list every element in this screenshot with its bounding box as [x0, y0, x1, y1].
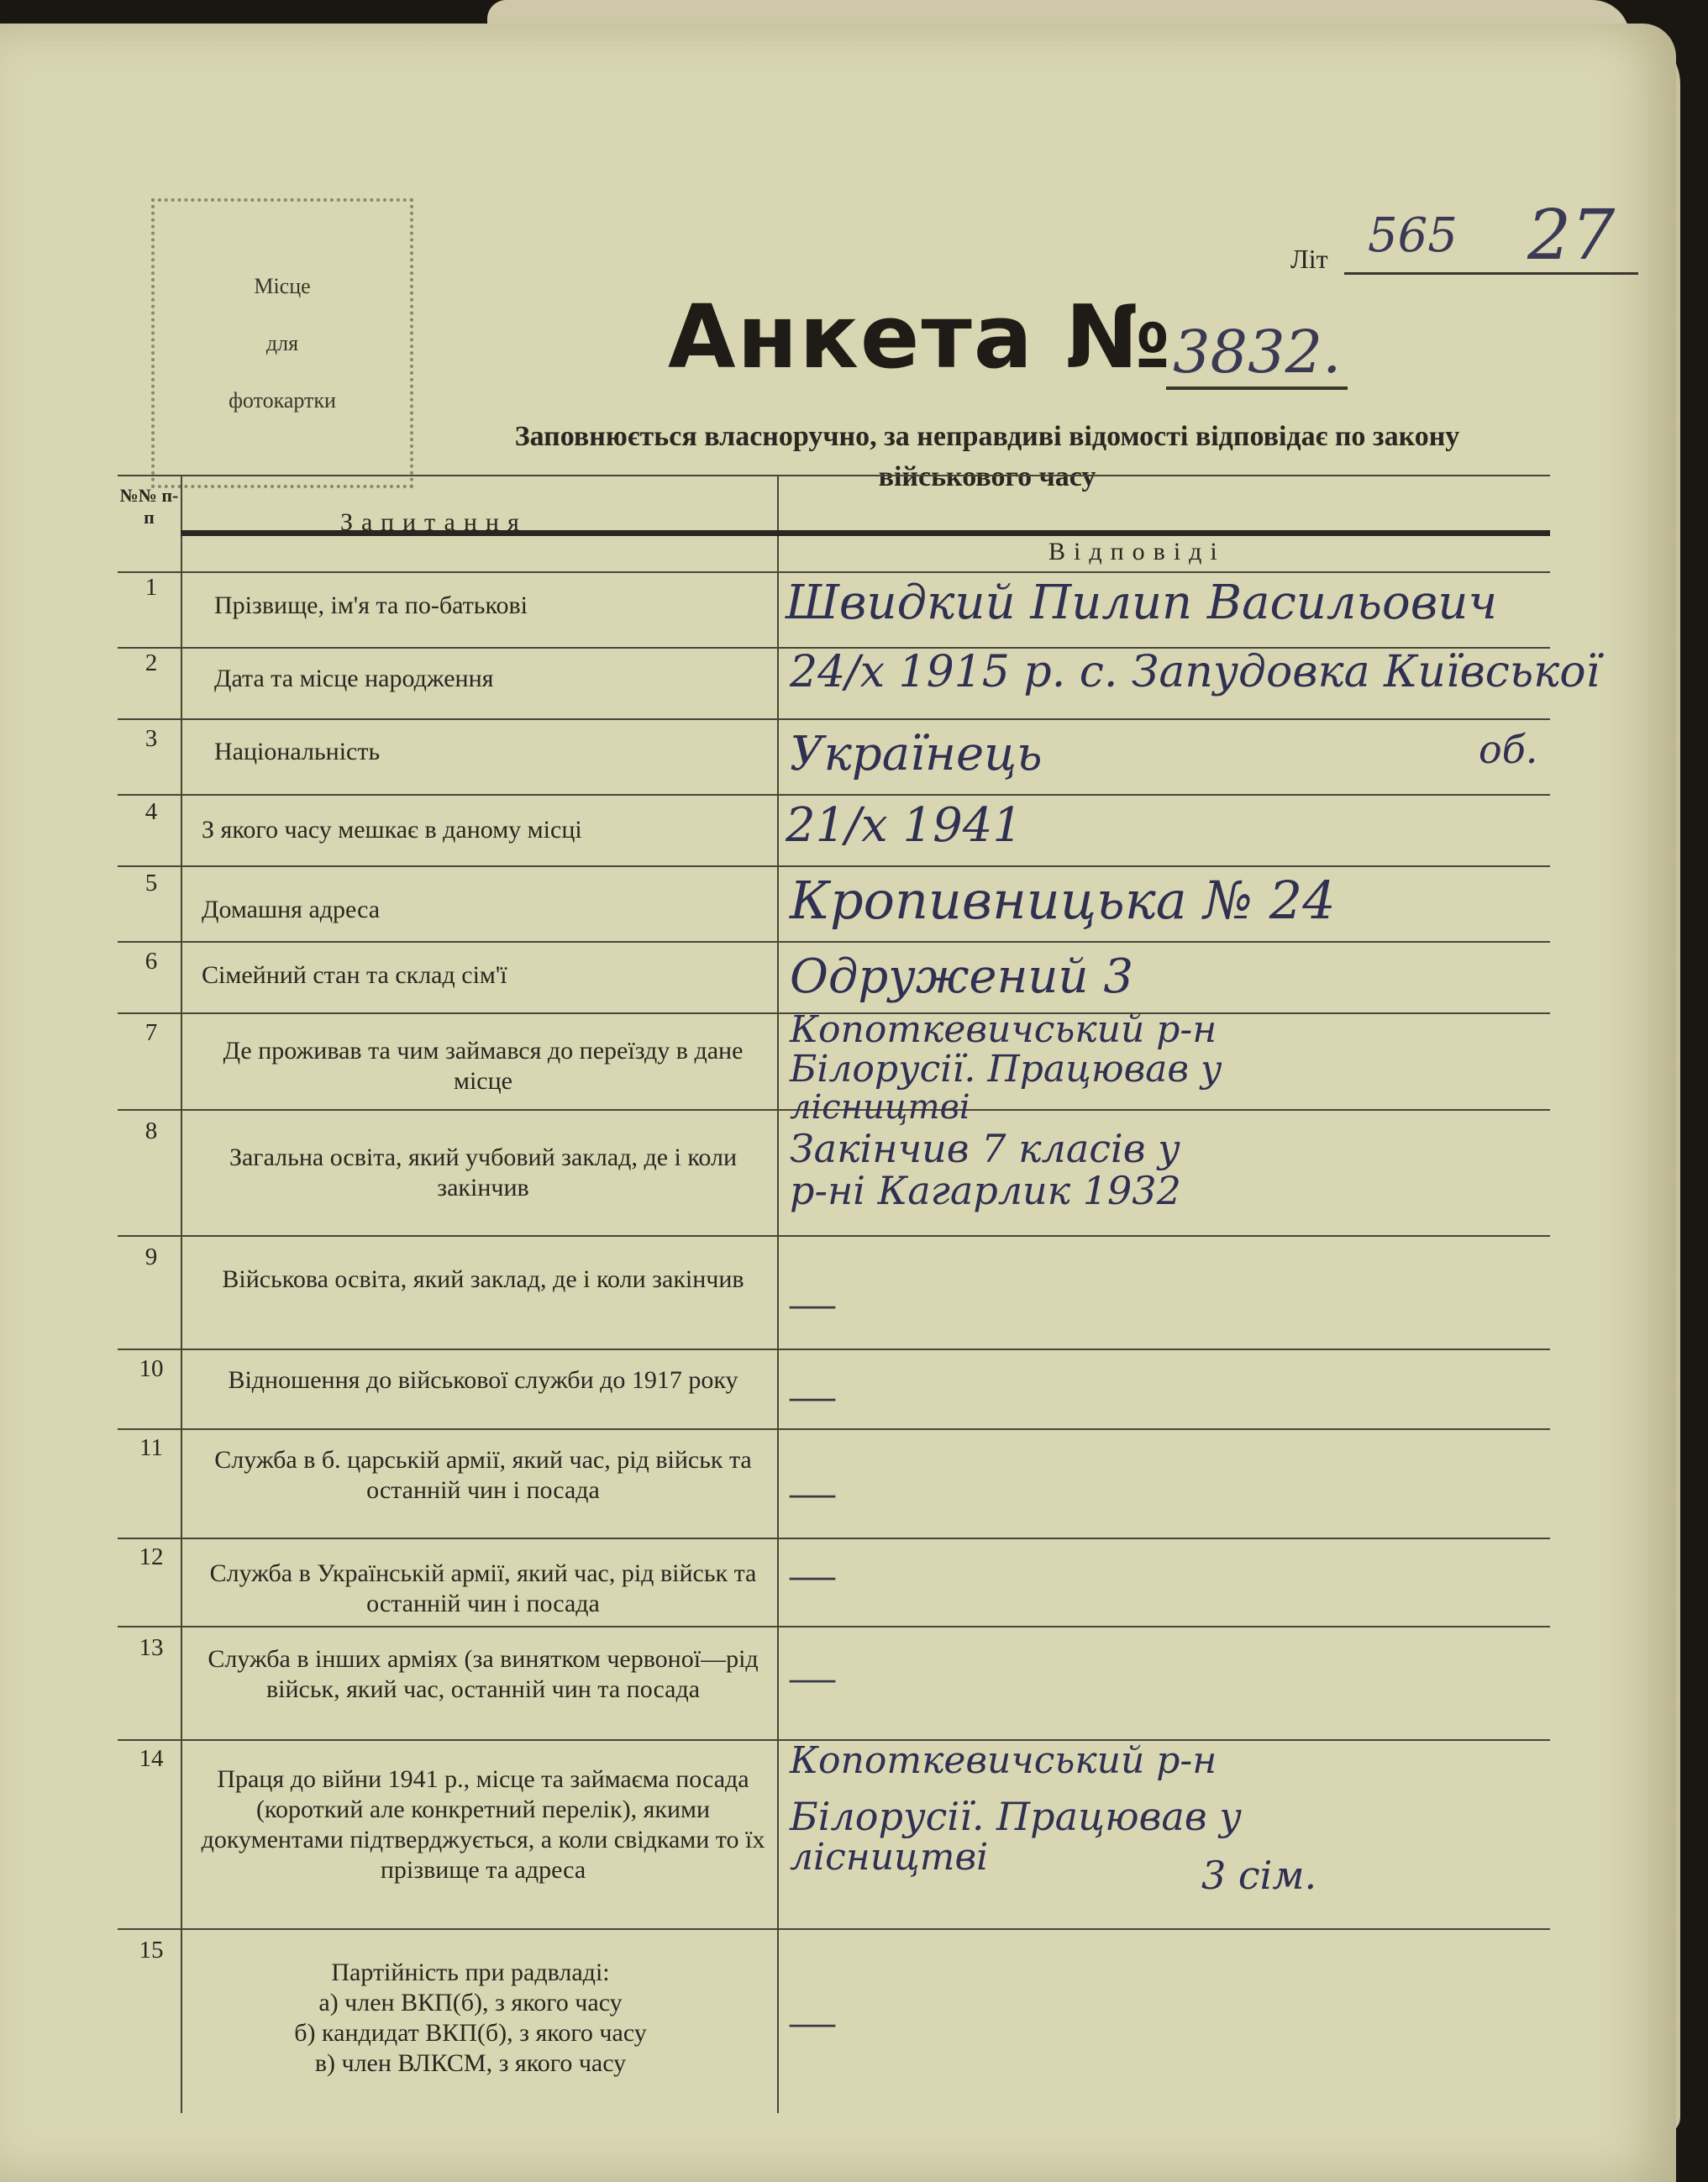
photo-placeholder	[151, 198, 413, 488]
row-9-answer: —	[790, 1278, 835, 1328]
row-11-number: 11	[139, 1434, 163, 1461]
header-thick-rule	[181, 530, 1550, 536]
row-rule	[118, 1626, 1550, 1627]
row-2-number: 2	[145, 649, 158, 676]
row-15-question-line4: в) член ВЛКСМ, з якого часу	[314, 2049, 627, 2077]
row-12-question: Служба в Українській армії, який час, рід військ та останній чин і посада	[209, 1559, 757, 1617]
row-14-answer-line4: 3 сім.	[1201, 1853, 1317, 1898]
lit-value-1: 565	[1368, 208, 1458, 263]
question-column-divider	[777, 475, 779, 2113]
number-sign: №	[1065, 286, 1171, 388]
row-15-question-line1: Партійність при радвладі:	[331, 1959, 610, 1986]
header-bottom-rule	[118, 571, 1550, 573]
questionnaire-table	[118, 475, 1600, 2113]
form-title: Анкета	[668, 286, 1034, 388]
row-14-answer-line3: лісництві	[790, 1836, 989, 1879]
row-5-question: Домашня адреса	[202, 896, 381, 923]
lit-label: Літ	[1290, 244, 1328, 274]
row-11-question: Служба в б. царській армії, який час, рід військ та останній чин і посада	[214, 1446, 752, 1504]
row-13-question: Служба в інших арміях (за винятком червоної—рід військ, який час, останній чин та посада	[208, 1645, 759, 1703]
header-question: Запитання	[340, 508, 528, 536]
row-11-answer: —	[790, 1467, 835, 1517]
photo-label-line2: для	[265, 330, 299, 355]
row-8-answer-line2: р-ні Кагарлик 1932	[790, 1168, 1181, 1213]
row-4-question: З якого часу мешкає в даному місці	[202, 816, 582, 844]
row-8-answer-line1: Закінчив 7 класів у	[790, 1126, 1180, 1171]
row-3-question: Національність	[214, 738, 381, 765]
row-14-number: 14	[139, 1745, 164, 1772]
row-1-number: 1	[145, 574, 158, 601]
row-9-number: 9	[145, 1243, 158, 1270]
subtitle-line1: Заповнюється власноручно, за неправдиві відомості відповідає по закону	[514, 421, 1460, 452]
row-5-number: 5	[145, 870, 158, 896]
row-12-number: 12	[139, 1543, 164, 1570]
row-14-question: Праця до війни 1941 р., місце та займаєма посада (короткий але конкретний перелік), якими документами підтверджується, а коли свідками то їх прізвище та адреса	[201, 1765, 765, 1884]
photo-label-line1: Місце	[254, 273, 311, 298]
row-1-answer: Швидкий Пилип Васильович	[786, 576, 1498, 630]
row-8-number: 8	[145, 1117, 158, 1144]
row-15-question-line3: б) кандидат ВКП(б), з якого часу	[294, 2019, 647, 2047]
row-rule	[118, 1349, 1550, 1350]
row-7-number: 7	[145, 1019, 158, 1046]
row-15-number: 15	[139, 1937, 164, 1964]
header-answer: Відповіді	[1048, 538, 1226, 565]
row-13-number: 13	[139, 1634, 164, 1661]
row-10-answer: —	[790, 1370, 835, 1421]
row-8-question: Загальна освіта, який учбовий заклад, де і коли закінчив	[229, 1144, 738, 1201]
row-2-answer-continued: об.	[1479, 727, 1538, 772]
row-3-number: 3	[145, 725, 158, 752]
row-6-question: Сімейний стан та склад сім'ї	[202, 961, 507, 989]
row-15-question-line2: а) член ВКП(б), з якого часу	[318, 1989, 623, 2016]
row-rule	[118, 1235, 1550, 1237]
row-10-question: Відношення до військової служби до 1917 року	[228, 1366, 738, 1394]
photo-label-line3: фотокартки	[229, 387, 336, 413]
row-15-question	[168, 1958, 773, 2079]
row-rule	[118, 1538, 1550, 1539]
row-7-answer-line1: Копоткевичський р-н	[790, 1008, 1217, 1051]
row-10-number: 10	[139, 1355, 164, 1382]
row-rule	[118, 718, 1550, 720]
table-top-rule	[118, 475, 1550, 476]
row-3-answer: Українець	[790, 727, 1043, 781]
row-6-answer: Одружений 3	[790, 949, 1133, 1004]
row-2-question: Дата та місце народження	[214, 665, 494, 692]
row-rule	[118, 1928, 1550, 1930]
row-7-question: Де проживав та чим займався до переїзду в дане місце	[223, 1037, 744, 1095]
row-1-question: Прізвище, ім'я та по-батькові	[214, 592, 528, 619]
lit-value-2: 27	[1527, 196, 1616, 276]
row-14-answer-line1: Копоткевичський р-н	[790, 1739, 1217, 1782]
row-rule	[118, 794, 1550, 796]
row-7-answer-line3: лісництві	[790, 1088, 970, 1127]
row-4-number: 4	[145, 798, 158, 825]
header-num: №№ п-п	[119, 485, 179, 528]
row-14-answer-line2: Білорусії. Працював у	[790, 1794, 1242, 1839]
row-5-answer: Кропивницька № 24	[790, 870, 1336, 931]
row-rule	[118, 941, 1550, 943]
row-rule	[118, 1428, 1550, 1430]
num-column-divider	[181, 475, 182, 2113]
row-4-answer: 21/х 1941	[786, 798, 1023, 853]
row-2-answer: 24/х 1915 р. с. Запудовка Київської	[790, 647, 1600, 697]
row-7-answer-line2: Білорусії. Працював у	[790, 1048, 1222, 1091]
row-9-question: Військова освіта, який заклад, де і коли закінчив	[222, 1265, 744, 1293]
row-15-answer: —	[790, 1996, 835, 2047]
row-6-number: 6	[145, 948, 158, 975]
form-number: 3832.	[1166, 318, 1348, 390]
subtitle-line2: військового часу	[878, 461, 1096, 492]
row-13-answer: —	[790, 1652, 835, 1702]
row-rule	[118, 865, 1550, 867]
row-12-answer: —	[790, 1549, 835, 1600]
